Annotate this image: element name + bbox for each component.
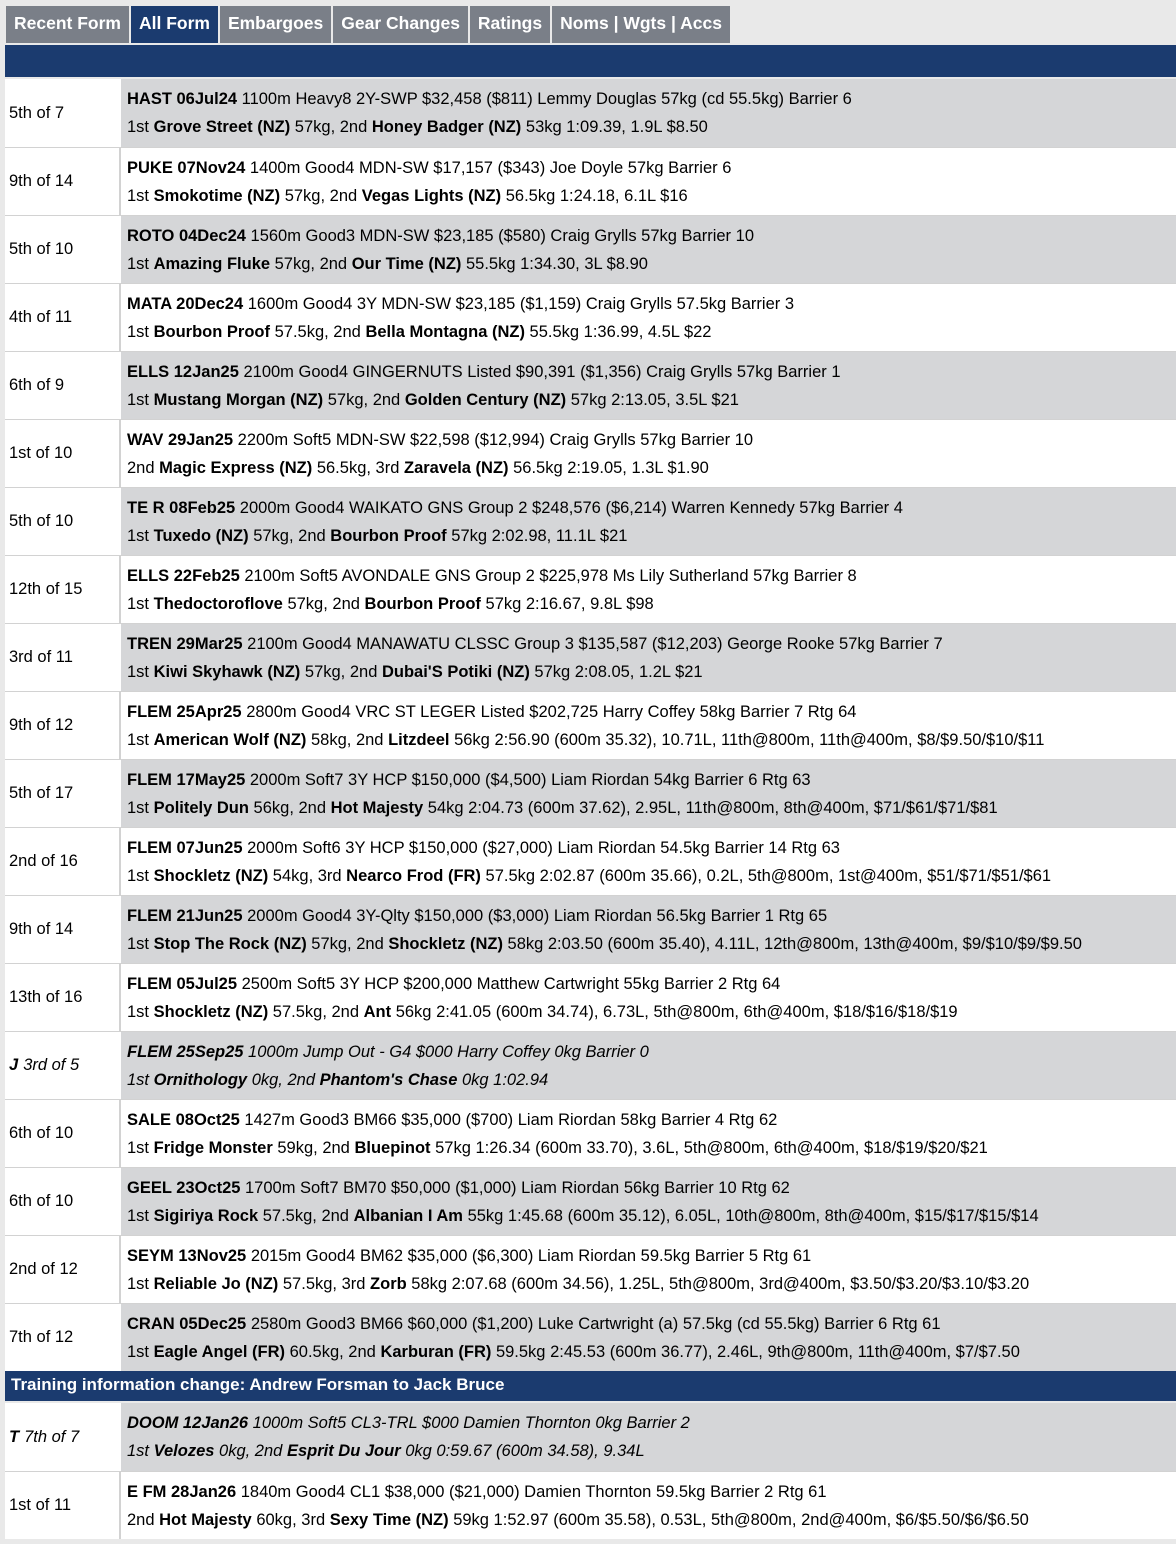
race-text: 54kg 2:04.73 (600m 37.62), 2.95L, 11th@800m, 8th@400m, $71/$61/$71/$81: [423, 799, 998, 817]
form-row: [5, 759, 1176, 827]
meeting-date: FLEM 05Jul25: [127, 975, 238, 993]
race-text: 2200m Soft5 MDN-SW $22,598 ($12,994) Craig Grylls 57kg Barrier 10: [233, 431, 754, 449]
race-text: 57kg, 2nd: [300, 663, 382, 681]
finish-position-text: 6th of 10: [9, 1124, 74, 1142]
meeting-date: FLEM 07Jun25: [127, 839, 243, 857]
finish-position: [5, 148, 119, 215]
finish-position: [5, 352, 119, 419]
horse-name: Golden Century (NZ): [404, 391, 567, 409]
form-row: [5, 419, 1176, 487]
race-text: 2000m Good4 3Y-Qlty $150,000 ($3,000) Liam Riordan 56.5kg Barrier 1 Rtg 65: [242, 907, 828, 925]
race-text: 2015m Good4 BM62 $35,000 ($6,300) Liam Riordan 59.5kg Barrier 5 Rtg 61: [246, 1247, 812, 1265]
race-text: 1000m Soft5 CL3-TRL $000 Damien Thornton 0kg Barrier 2: [248, 1414, 690, 1432]
race-text: 1st: [127, 1139, 154, 1157]
race-text: 1st: [127, 595, 154, 613]
race-text: 59.5kg 2:45.53 (600m 36.77), 2.46L, 9th@800m, 11th@400m, $7/$7.50: [491, 1343, 1020, 1361]
race-summary-line: [127, 222, 1176, 250]
race-result-line: [127, 998, 1176, 1026]
race-text: 57kg 2:08.05, 1.2L $21: [529, 663, 703, 681]
race-summary-line: [127, 902, 1176, 930]
race-summary-line: [127, 1174, 1176, 1202]
race-text: 1400m Good4 MDN-SW $17,157 ($343) Joe Doyle 57kg Barrier 6: [245, 159, 732, 177]
race-text: 55kg 1:45.68 (600m 35.12), 6.05L, 10th@800m, 8th@400m, $15/$17/$15/$14: [462, 1207, 1039, 1225]
race-text: 1427m Good3 BM66 $35,000 ($700) Liam Riordan 58kg Barrier 4 Rtg 62: [239, 1111, 778, 1129]
race-summary-line: [127, 1242, 1176, 1270]
race-text: 57kg, 2nd: [290, 118, 372, 136]
race-result-line: [127, 113, 1176, 141]
race-summary-line: [127, 85, 1176, 113]
form-row: [5, 1167, 1176, 1235]
horse-name: Dubai'S Potiki (NZ): [381, 663, 530, 681]
race-details: [119, 284, 1176, 351]
horse-name: Fridge Monster: [153, 1139, 273, 1157]
race-text: 57kg, 2nd: [282, 595, 365, 613]
form-list-recent: [5, 1403, 1176, 1539]
meeting-date: SEYM 13Nov25: [127, 1247, 247, 1265]
race-text: 57kg, 2nd: [306, 935, 389, 953]
form-row: [5, 827, 1176, 895]
horse-name: Esprit Du Jour: [286, 1442, 401, 1460]
finish-position-text: 6th of 9: [9, 376, 65, 394]
race-result-line: [127, 1202, 1176, 1230]
race-details: [119, 760, 1176, 827]
race-text: 2100m Soft5 AVONDALE GNS Group 2 $225,978 Ms Lily Sutherland 57kg Barrier 8: [239, 567, 857, 585]
horse-name: Bourbon Proof: [330, 527, 447, 545]
horse-name: Bourbon Proof: [153, 323, 271, 341]
race-details: [119, 1100, 1176, 1167]
race-details: [119, 420, 1176, 487]
horse-name: Karburan (FR): [380, 1343, 492, 1361]
form-row: [5, 1031, 1176, 1099]
finish-position: [5, 1403, 119, 1471]
form-list: [5, 79, 1176, 1371]
horse-name: Mustang Morgan (NZ): [153, 391, 324, 409]
horse-name: Grove Street (NZ): [153, 118, 291, 136]
horse-name: Zorb: [370, 1275, 407, 1293]
race-text: 57.5kg, 2nd: [258, 1207, 354, 1225]
race-text: 58kg, 2nd: [306, 731, 389, 749]
race-text: 57.5kg, 2nd: [268, 1003, 364, 1021]
race-text: 54kg, 3rd: [268, 867, 347, 885]
horse-name: Shockletz (NZ): [153, 1003, 269, 1021]
tab-gear-changes[interactable]: Gear Changes: [333, 6, 470, 43]
race-text: 0kg 0:59.67 (600m 34.58), 9.34L: [400, 1442, 645, 1460]
finish-position-text: 1st of 10: [9, 444, 73, 462]
finish-position-text: 2nd of 12: [9, 1260, 78, 1278]
race-text: 1st: [127, 799, 154, 817]
race-details: [119, 148, 1176, 215]
finish-position-text: 9th of 14: [9, 920, 74, 938]
race-details: [119, 896, 1176, 963]
race-summary-line: [127, 970, 1176, 998]
horse-name: Albanian I Am: [353, 1207, 463, 1225]
tab-all-form[interactable]: All Form: [131, 6, 220, 43]
tab-recent-form[interactable]: Recent Form: [6, 6, 131, 43]
run-type-prefix: J: [9, 1056, 19, 1074]
race-text: 0kg, 2nd: [247, 1071, 320, 1089]
race-summary-line: [127, 494, 1176, 522]
race-text: 55.5kg 1:34.30, 3L $8.90: [461, 255, 648, 273]
race-text: 0kg 1:02.94: [457, 1071, 549, 1089]
finish-position: [5, 1100, 119, 1167]
horse-name: Bluepinot: [354, 1139, 431, 1157]
race-details: [119, 1403, 1176, 1471]
finish-position-text: 9th of 12: [9, 716, 74, 734]
meeting-date: HAST 06Jul24: [127, 90, 238, 108]
finish-position: [5, 79, 119, 147]
horse-name: Ornithology: [153, 1071, 248, 1089]
race-result-line: [127, 1134, 1176, 1162]
finish-position-text: 1st of 11: [9, 1496, 72, 1514]
form-row: [5, 283, 1176, 351]
finish-position: [5, 896, 119, 963]
race-result-line: [127, 522, 1176, 550]
finish-position-text: 5th of 10: [9, 240, 74, 258]
form-row: [5, 691, 1176, 759]
finish-position-text: 4th of 11: [9, 308, 72, 326]
finish-position-text: 3rd of 5: [23, 1056, 80, 1074]
horse-name: Hot Majesty: [330, 799, 424, 817]
race-details: [119, 1032, 1176, 1099]
race-text: 57kg, 2nd: [248, 527, 331, 545]
form-row: [5, 147, 1176, 215]
finish-position: [5, 828, 119, 895]
horse-name: Magic Express (NZ): [159, 459, 313, 477]
form-row: [5, 487, 1176, 555]
horse-name: Smokotime (NZ): [153, 187, 281, 205]
race-result-line: [127, 250, 1176, 278]
form-row: [5, 215, 1176, 283]
race-details: [119, 352, 1176, 419]
race-summary-line: [127, 1478, 1176, 1506]
horse-name: Zaravela (NZ): [403, 459, 509, 477]
race-summary-line: [127, 1106, 1176, 1134]
race-text: 1st: [127, 118, 154, 136]
race-text: 57kg, 2nd: [323, 391, 405, 409]
finish-position: [5, 1472, 119, 1539]
finish-position-text: 3rd of 11: [9, 648, 73, 666]
race-text: 1840m Good4 CL1 $38,000 ($21,000) Damien Thornton 59.5kg Barrier 2 Rtg 61: [236, 1483, 827, 1501]
race-result-line: [127, 1338, 1176, 1366]
finish-position-text: 13th of 16: [9, 988, 83, 1006]
race-text: 1700m Soft7 BM70 $50,000 ($1,000) Liam Riordan 56kg Barrier 10 Rtg 62: [240, 1179, 790, 1197]
race-details: [119, 1472, 1176, 1539]
race-text: 60kg, 3rd: [251, 1511, 330, 1529]
finish-position-text: 7th of 12: [9, 1328, 74, 1346]
race-details: [119, 488, 1176, 555]
meeting-date: TREN 29Mar25: [127, 635, 243, 653]
race-text: 1st: [127, 1003, 154, 1021]
race-details: [119, 1168, 1176, 1235]
race-result-line: [127, 930, 1176, 958]
meeting-date: CRAN 05Dec25: [127, 1315, 247, 1333]
meeting-date: DOOM 12Jan26: [127, 1414, 249, 1432]
meeting-date: E FM 28Jan26: [127, 1483, 237, 1501]
horse-name: Ant: [363, 1003, 392, 1021]
race-text: 57.5kg, 3rd: [278, 1275, 371, 1293]
race-summary-line: [127, 154, 1176, 182]
race-text: 1600m Good4 3Y MDN-SW $23,185 ($1,159) Craig Grylls 57.5kg Barrier 3: [243, 295, 795, 313]
race-summary-line: [127, 426, 1176, 454]
race-summary-line: [127, 630, 1176, 658]
race-text: 1st: [127, 1343, 154, 1361]
race-text: 2500m Soft5 3Y HCP $200,000 Matthew Cartwright 55kg Barrier 2 Rtg 64: [237, 975, 781, 993]
race-text: 1st: [127, 1275, 154, 1293]
finish-position: [5, 1304, 119, 1371]
race-text: 1000m Jump Out - G4 $000 Harry Coffey 0kg Barrier 0: [243, 1043, 649, 1061]
race-result-line: [127, 1066, 1176, 1094]
form-row: [5, 1403, 1176, 1471]
horse-name: Phantom's Chase: [319, 1071, 458, 1089]
meeting-date: TE R 08Feb25: [127, 499, 236, 517]
finish-position: [5, 420, 119, 487]
meeting-date: ELLS 12Jan25: [127, 363, 239, 381]
finish-position-text: 12th of 15: [9, 580, 83, 598]
race-text: 57kg 2:16.67, 9.8L $98: [480, 595, 654, 613]
race-result-line: [127, 1270, 1176, 1298]
race-result-line: [127, 658, 1176, 686]
race-text: 2100m Good4 GINGERNUTS Listed $90,391 ($1,356) Craig Grylls 57kg Barrier 1: [238, 363, 841, 381]
race-details: [119, 828, 1176, 895]
race-result-line: [127, 794, 1176, 822]
meeting-date: FLEM 25Apr25: [127, 703, 242, 721]
meeting-date: SALE 08Oct25: [127, 1111, 240, 1129]
race-summary-line: [127, 1409, 1176, 1437]
finish-position-text: 5th of 7: [9, 103, 65, 122]
meeting-date: FLEM 17May25: [127, 771, 246, 789]
horse-name: Litzdeel: [388, 731, 450, 749]
race-text: 56.5kg 2:19.05, 1.3L $1.90: [508, 459, 709, 477]
horse-name: Tuxedo (NZ): [153, 527, 249, 545]
race-text: 57kg, 2nd: [270, 255, 352, 273]
horse-name: Eagle Angel (FR): [153, 1343, 286, 1361]
meeting-date: GEEL 23Oct25: [127, 1179, 241, 1197]
race-text: 2nd: [127, 1511, 160, 1529]
race-text: 53kg 1:09.39, 1.9L $8.50: [521, 118, 708, 136]
meeting-date: FLEM 25Sep25: [127, 1043, 244, 1061]
finish-position: [5, 692, 119, 759]
finish-position: [5, 284, 119, 351]
race-text: 57kg 2:02.98, 11.1L $21: [446, 527, 628, 545]
form-row: [5, 351, 1176, 419]
race-text: 1100m Heavy8 2Y-SWP $32,458 ($811) Lemmy Douglas 57kg (cd 55.5kg) Barrier 6: [237, 90, 852, 108]
form-row: [5, 1303, 1176, 1371]
run-type-prefix: T: [9, 1427, 20, 1446]
horse-name: Bella Montagna (NZ): [365, 323, 525, 341]
race-result-line: [127, 590, 1176, 618]
race-text: 1st: [127, 663, 154, 681]
race-text: 1st: [127, 187, 154, 205]
horse-name: Bourbon Proof: [364, 595, 481, 613]
race-text: 2000m Soft6 3Y HCP $150,000 ($27,000) Liam Riordan 54.5kg Barrier 14 Rtg 63: [242, 839, 840, 857]
race-text: 56.5kg 1:24.18, 6.1L $16: [501, 187, 688, 205]
form-row: [5, 79, 1176, 147]
race-text: 1st: [127, 391, 154, 409]
form-row: [5, 1471, 1176, 1539]
race-details: [119, 964, 1176, 1031]
race-text: 1st: [127, 323, 154, 341]
race-text: 1560m Good3 MDN-SW $23,185 ($580) Craig Grylls 57kg Barrier 10: [245, 227, 754, 245]
race-text: 56kg 2:41.05 (600m 34.74), 6.73L, 5th@800m, 6th@400m, $18/$16/$18/$19: [391, 1003, 958, 1021]
finish-position: [5, 488, 119, 555]
race-text: 57.5kg 2:02.87 (600m 35.66), 0.2L, 5th@800m, 1st@400m, $51/$71/$51/$61: [480, 867, 1052, 885]
race-summary-line: [127, 358, 1176, 386]
tab-ratings[interactable]: Ratings: [470, 6, 552, 43]
tab-noms-wgts-accs[interactable]: Noms | Wgts | Accs: [552, 6, 732, 43]
horse-name: American Wolf (NZ): [153, 731, 307, 749]
finish-position-text: 9th of 14: [9, 172, 74, 190]
horse-name: Velozes: [153, 1442, 215, 1460]
form-tabs: [6, 6, 732, 43]
finish-position: [5, 216, 119, 283]
finish-position-text: 7th of 7: [24, 1427, 80, 1446]
form-row: [5, 963, 1176, 1031]
meeting-date: MATA 20Dec24: [127, 295, 244, 313]
finish-position: [5, 964, 119, 1031]
race-text: 1st: [127, 1442, 154, 1460]
race-summary-line: [127, 698, 1176, 726]
race-details: [119, 1236, 1176, 1303]
race-text: 57kg 1:26.34 (600m 33.70), 3.6L, 5th@800m, 6th@400m, $18/$19/$20/$21: [430, 1139, 988, 1157]
horse-name: Kiwi Skyhawk (NZ): [153, 663, 301, 681]
race-text: 1st: [127, 527, 154, 545]
race-text: 55.5kg 1:36.99, 4.5L $22: [524, 323, 712, 341]
race-text: 58kg 2:07.68 (600m 34.56), 1.25L, 5th@800m, 3rd@400m, $3.50/$3.20/$3.10/$3.20: [406, 1275, 1030, 1293]
race-text: 2nd: [127, 459, 160, 477]
race-text: 2000m Good4 WAIKATO GNS Group 2 $248,576 ($6,214) Warren Kennedy 57kg Barrier 4: [235, 499, 903, 517]
race-result-line: [127, 182, 1176, 210]
race-details: [119, 624, 1176, 691]
race-text: 60.5kg, 2nd: [285, 1343, 381, 1361]
form-row: [5, 555, 1176, 623]
race-result-line: [127, 318, 1176, 346]
form-row: [5, 895, 1176, 963]
race-details: [119, 216, 1176, 283]
horse-name: Stop The Rock (NZ): [153, 935, 307, 953]
horse-name: Shockletz (NZ): [153, 867, 269, 885]
race-text: 1st: [127, 1071, 154, 1089]
race-text: 2100m Good4 MANAWATU CLSSC Group 3 $135,587 ($12,203) George Rooke 57kg Barrier 7: [242, 635, 943, 653]
race-result-line: [127, 386, 1176, 414]
horse-name: Sigiriya Rock: [153, 1207, 259, 1225]
race-text: 0kg, 2nd: [214, 1442, 287, 1460]
race-text: 1st: [127, 255, 154, 273]
training-change-banner: Training information change: Andrew Forsman to Jack Bruce: [5, 1371, 1176, 1401]
finish-position: [5, 556, 119, 623]
meeting-date: PUKE 07Nov24: [127, 159, 246, 177]
race-text: 1st: [127, 935, 154, 953]
race-text: 1st: [127, 867, 154, 885]
race-text: 57kg 2:13.05, 3.5L $21: [566, 391, 739, 409]
section-header-bar: [5, 45, 1176, 77]
horse-name: Sexy Time (NZ): [329, 1511, 449, 1529]
meeting-date: ELLS 22Feb25: [127, 567, 240, 585]
race-text: 1st: [127, 731, 154, 749]
race-text: 2580m Good3 BM66 $60,000 ($1,200) Luke Cartwright (a) 57.5kg (cd 55.5kg) Barrier 6 Rtg 61: [246, 1315, 941, 1333]
tab-embargoes[interactable]: Embargoes: [220, 6, 333, 43]
race-result-line: [127, 1437, 1176, 1465]
horse-name: Nearco Frod (FR): [346, 867, 481, 885]
race-text: 59kg 1:52.97 (600m 35.58), 0.53L, 5th@800m, 2nd@400m, $6/$5.50/$6/$6.50: [448, 1511, 1029, 1529]
finish-position: [5, 1032, 119, 1099]
meeting-date: FLEM 21Jun25: [127, 907, 243, 925]
form-row: [5, 1099, 1176, 1167]
race-text: 57kg, 2nd: [280, 187, 362, 205]
finish-position-text: 5th of 17: [9, 784, 74, 802]
race-result-line: [127, 726, 1176, 754]
race-summary-line: [127, 1310, 1176, 1338]
horse-name: Shockletz (NZ): [388, 935, 503, 953]
race-summary-line: [127, 766, 1176, 794]
meeting-date: ROTO 04Dec24: [127, 227, 246, 245]
race-summary-line: [127, 562, 1176, 590]
race-text: 1st: [127, 1207, 154, 1225]
finish-position: [5, 760, 119, 827]
race-text: 2000m Soft7 3Y HCP $150,000 ($4,500) Liam Riordan 54kg Barrier 6 Rtg 63: [245, 771, 811, 789]
race-details: [119, 1304, 1176, 1371]
race-details: [119, 692, 1176, 759]
race-text: 56kg 2:56.90 (600m 35.32), 10.71L, 11th@800m, 11th@400m, $8/$9.50/$10/$11: [449, 731, 1045, 749]
race-text: 57.5kg, 2nd: [270, 323, 366, 341]
race-summary-line: [127, 834, 1176, 862]
race-text: 56kg, 2nd: [248, 799, 331, 817]
finish-position: [5, 1236, 119, 1303]
horse-name: Our Time (NZ): [351, 255, 462, 273]
race-result-line: [127, 454, 1176, 482]
race-result-line: [127, 1506, 1176, 1534]
race-summary-line: [127, 1038, 1176, 1066]
finish-position-text: 5th of 10: [9, 512, 74, 530]
horse-name: Honey Badger (NZ): [371, 118, 522, 136]
race-result-line: [127, 862, 1176, 890]
race-text: 59kg, 2nd: [272, 1139, 355, 1157]
race-text: 2800m Good4 VRC ST LEGER Listed $202,725 Harry Coffey 58kg Barrier 7 Rtg 64: [241, 703, 857, 721]
race-text: 56.5kg, 3rd: [312, 459, 404, 477]
horse-name: Amazing Fluke: [153, 255, 271, 273]
horse-name: Hot Majesty: [159, 1511, 252, 1529]
horse-name: Thedoctoroflove: [153, 595, 283, 613]
race-summary-line: [127, 290, 1176, 318]
meeting-date: WAV 29Jan25: [127, 431, 234, 449]
horse-name: Vegas Lights (NZ): [361, 187, 502, 205]
horse-name: Politely Dun: [153, 799, 249, 817]
finish-position-text: 6th of 10: [9, 1192, 74, 1210]
race-details: [119, 556, 1176, 623]
form-row: [5, 1235, 1176, 1303]
finish-position: [5, 624, 119, 691]
horse-name: Reliable Jo (NZ): [153, 1275, 279, 1293]
race-details: [119, 79, 1176, 147]
finish-position: [5, 1168, 119, 1235]
finish-position-text: 2nd of 16: [9, 852, 78, 870]
race-text: 58kg 2:03.50 (600m 35.40), 4.11L, 12th@800m, 13th@400m, $9/$10/$9/$9.50: [502, 935, 1082, 953]
form-row: [5, 623, 1176, 691]
